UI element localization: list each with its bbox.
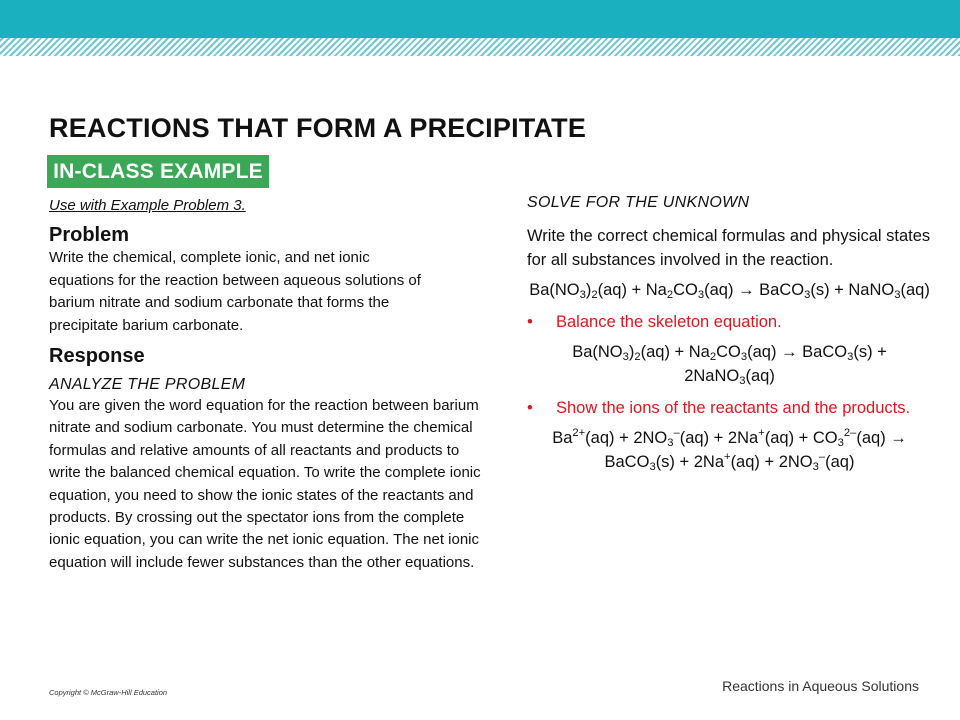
problem-heading: Problem bbox=[49, 224, 130, 246]
bullet-dot-icon: • bbox=[527, 313, 533, 331]
footer-chapter-title: Reactions in Aqueous Solutions bbox=[722, 678, 919, 694]
analyze-text: You are given the word equation for the reaction between barium nitrate and sodium carbonate. You must determine the chemical formulas and relative amounts of all reactants and products to write the balanced chemical equation. To write the complete ionic equation, you need to show the ionic states of the reactants and products. By crossing out the spectator ions from the complete ionic equation, you can write the net ionic equation. The net ionic equation will include fewer substances than the other equations. bbox=[49, 397, 481, 571]
equation-skeleton: $Ba(NO_3)_2(aq) + Na_2CO_3(aq)$ → BaCO$_3$(s) + NaNO$_3$(aq) bbox=[529, 281, 930, 301]
solve-instruction: Write the correct chemical formulas and physical states for all substances involved in the reaction. bbox=[527, 227, 931, 269]
problem-text: Write the chemical, complete ionic, and net ionic equations for the reaction between aqueous solutions of barium nitrate and sodium carbonate that forms the precipitate barium carbonate. bbox=[49, 249, 421, 334]
hatch-stripe-decoration bbox=[0, 38, 960, 56]
solve-heading: SOLVE FOR THE UNKNOWN bbox=[527, 194, 750, 211]
copyright-notice: Copyright © McGraw-Hill Education bbox=[49, 688, 168, 697]
bullet-balance: • Balance the skeleton equation. bbox=[527, 310, 936, 334]
equation-balanced: $Ba(NO_3)_2(aq) + Na_2CO_3(aq)$ → BaCO$_3$(s) + 2NaNO$_3$(aq) bbox=[572, 343, 887, 387]
slide-title: REACTIONS THAT FORM A PRECIPITATE bbox=[49, 113, 587, 143]
analyze-heading: ANALYZE THE PROBLEM bbox=[49, 376, 246, 393]
response-heading: Response bbox=[49, 345, 145, 367]
top-banner bbox=[0, 0, 960, 38]
bullet-show-ions: • Show the ions of the reactants and the products. bbox=[527, 396, 936, 420]
left-column bbox=[49, 196, 489, 574]
equation-ionic: $Ba^{2+}(aq) + 2NO_3^-(aq) + 2Na^+(aq) + CO_3^{2-}(aq)$ → BaCO$_3$(s) + $2Na^+(aq) + 2NO_3^-(aq)$ bbox=[552, 427, 907, 473]
in-class-example-badge: IN-CLASS EXAMPLE bbox=[47, 155, 269, 188]
right-column bbox=[527, 192, 937, 474]
use-with-note: Use with Example Problem 3. bbox=[49, 197, 246, 214]
bullet-dot-icon: • bbox=[527, 399, 533, 417]
